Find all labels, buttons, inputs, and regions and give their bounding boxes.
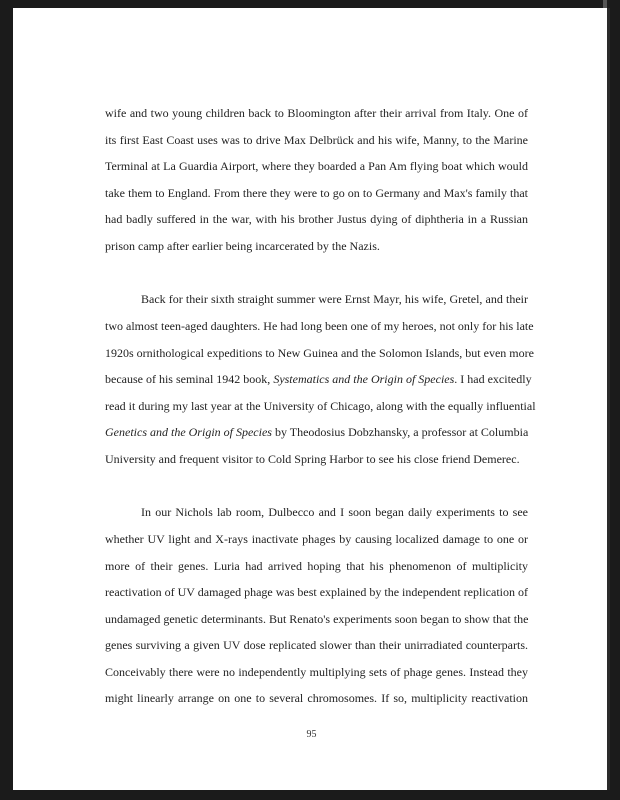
text-run: . I had excitedly (454, 372, 532, 387)
text-line: take them to England. From there they were to go on to Germany and Max's family that (105, 185, 528, 200)
text-line: whether UV light and X-rays inactivate phages by causing localized damage to one or (105, 531, 528, 546)
text-line: its first East Coast uses was to drive Max Delbrück and his wife, Manny, to the Marine (105, 132, 528, 147)
text-line: 1920s ornithological expeditions to New Guinea and the Solomon Islands, but even more (105, 345, 534, 360)
text-line: might linearly arrange on one to several chromosomes. If so, multiplicity reactivation (105, 691, 528, 706)
text-line: read it during my last year at the University of Chicago, along with the equally influential (105, 398, 536, 413)
text-run: because of his seminal 1942 book, (105, 372, 274, 387)
text-line: undamaged genetic determinants. But Renato's experiments soon began to show that the (105, 611, 529, 626)
paragraph-1 (105, 100, 528, 260)
text-run: by Theodosius Dobzhansky, a professor at Columbia (271, 425, 529, 440)
document-page (13, 8, 610, 790)
text-line: reactivation of UV damaged phage was best explained by the independent replication of (105, 585, 528, 600)
paragraph-3 (105, 499, 528, 712)
text-line: Back for their sixth straight summer were Ernst Mayr, his wife, Gretel, and their (141, 292, 528, 307)
text-line-with-title (105, 419, 528, 446)
text-line: prison camp after earlier being incarcerated by the Nazis. (105, 238, 380, 253)
text-line-with-title (105, 366, 532, 393)
text-line: Conceivably there were no independently multiplying sets of phage genes. Instead they (105, 664, 528, 679)
text-line: wife and two young children back to Bloomington after their arrival from Italy. One of (105, 106, 528, 120)
text-line: genes surviving a given UV dose replicated slower than their unirradiated counterparts. (105, 638, 528, 653)
book-title: Genetics and the Origin of Species (105, 425, 272, 440)
book-title: Systematics and the Origin of Species (273, 372, 455, 387)
text-line: more of their genes. Luria had arrived hoping that his phenomenon of multiplicity (105, 558, 528, 573)
text-line: In our Nichols lab room, Dulbecco and I soon began daily experiments to see (141, 505, 528, 520)
body-text (105, 100, 536, 712)
text-line: had badly suffered in the war, with his brother Justus dying of diphtheria in a Russian (105, 212, 528, 227)
text-line: University and frequent visitor to Cold Spring Harbor to see his close friend Demerec. (105, 451, 520, 466)
text-line: Terminal at La Guardia Airport, where they boarded a Pan Am flying boat which would (105, 159, 528, 174)
text-line: two almost teen-aged daughters. He had long been one of my heroes, not only for his late (105, 318, 534, 333)
page-number: 95 (306, 729, 317, 740)
paragraph-2 (105, 286, 536, 472)
